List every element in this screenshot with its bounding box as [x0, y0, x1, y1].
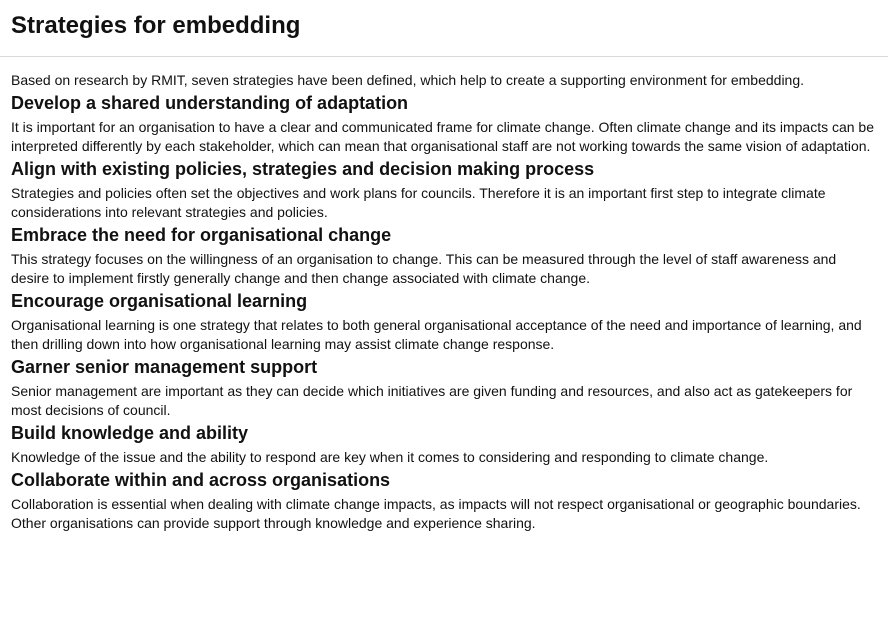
strategy-heading: Embrace the need for organisational change [11, 225, 392, 245]
strategy-heading: Collaborate within and across organisations [11, 470, 391, 490]
page-header [0, 0, 888, 57]
strategy-heading: Garner senior management support [11, 357, 318, 377]
intro-paragraph: Based on research by RMIT, seven strategies have been defined, which help to create a supporting environment for embedding. [11, 72, 805, 88]
strategy-description: Strategies and policies often set the objectives and work plans for councils. Therefore it is an important first step to integrate climate considerations into relevant strategies and policies. [11, 185, 826, 220]
strategy-section [11, 91, 877, 156]
strategy-description: Knowledge of the issue and the ability to respond are key when it comes to considering and responding to climate change. [11, 449, 769, 465]
strategy-heading: Encourage organisational learning [11, 291, 308, 311]
strategy-description: Collaboration is essential when dealing with climate change impacts, as impacts will not respect organisational or geographic boundaries. Other organisations can provide support through knowledge and experience sharing. [11, 496, 861, 531]
strategy-description: Senior management are important as they can decide which initiatives are given funding and resources, and also act as gatekeepers for most decisions of council. [11, 383, 853, 418]
strategy-section [11, 223, 877, 288]
main-content [0, 57, 888, 533]
strategy-section [11, 289, 877, 354]
page-title: Strategies for embedding [11, 12, 301, 39]
strategy-description: It is important for an organisation to have a clear and communicated frame for climate change. Often climate change and its impacts can be interpreted differently by each stakeholder, which can mean that organisational staff are not working towards the same vision of adaptation. [11, 119, 875, 154]
strategy-section [11, 421, 877, 467]
strategy-heading: Build knowledge and ability [11, 423, 249, 443]
strategy-description: Organisational learning is one strategy that relates to both general organisational acceptance of the need and importance of learning, and then drilling down into how organisational learning may assist climate change response. [11, 317, 862, 352]
strategy-heading: Align with existing policies, strategies and decision making process [11, 159, 595, 179]
strategy-section [11, 355, 877, 420]
strategy-description: This strategy focuses on the willingness of an organisation to change. This can be measured through the level of staff awareness and desire to implement firstly generally change and then change associated with climate change. [11, 251, 837, 286]
strategy-section [11, 468, 877, 533]
strategy-section [11, 157, 877, 222]
strategy-heading: Develop a shared understanding of adaptation [11, 93, 409, 113]
